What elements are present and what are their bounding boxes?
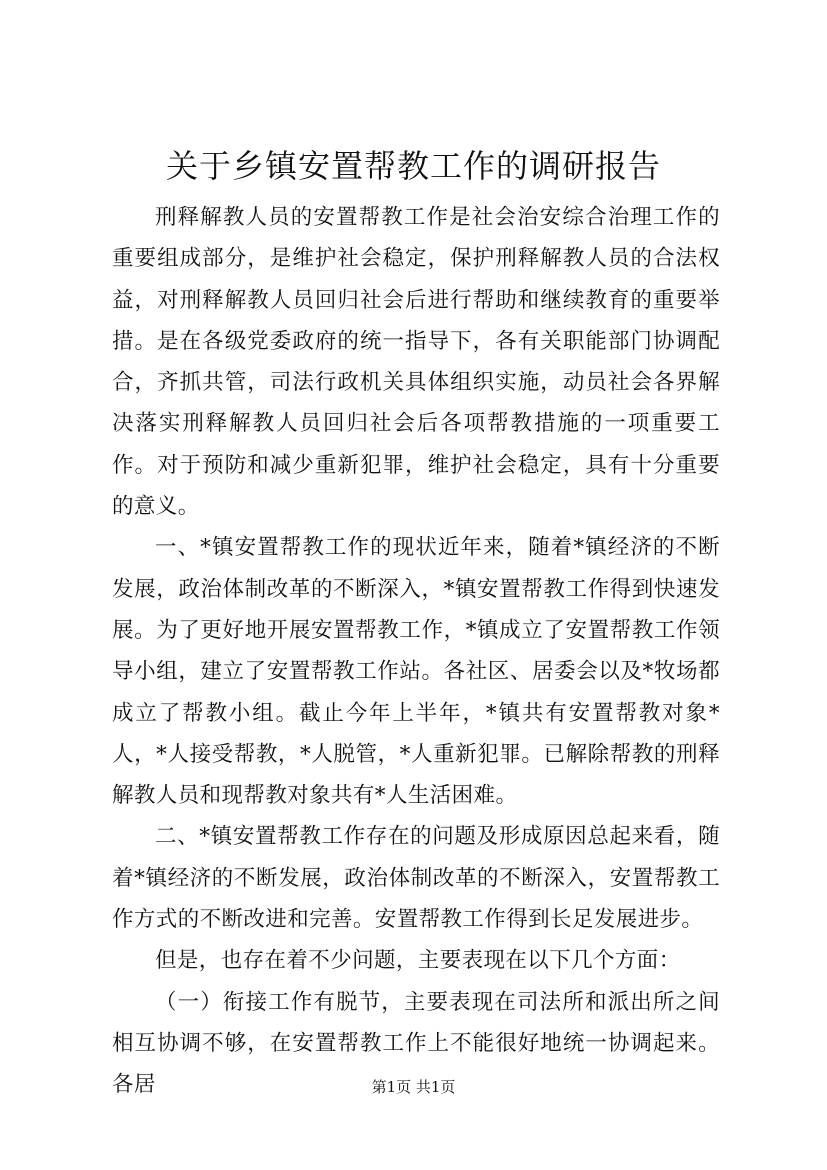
paragraph-problem-one: （一）衔接工作有脱节，主要表现在司法所和派出所之间相互协调不够，在安置帮教工作上不能很好地统一协调起来。各居 [112,989,720,1098]
paragraph-problems-intro: 但是，也存在着不少问题，主要表现在以下几个方面： [155,948,681,974]
page-footer: 第1页 共1页 [371,1078,456,1096]
paragraph-intro: 刑释解教人员的安置帮教工作是社会治安综合治理工作的重要组成部分，是维护社会稳定，保护刑释解教人员的合法权益，对刑释解教人员回归社会后进行帮助和继续教育的重要举措。是在各级党委政府的统一指导下，各有关职能部门协调配合，齐抓共管，司法行政机关具体组织实施，动员社会各界解决落实刑释解教人员回归社会后各项帮教措施的一项重要工作。对于预防和减少重新犯罪，维护社会稳定，具有十分重要的意义。 [112,205,720,520]
document-title: 关于乡镇安置帮教工作的调研报告 [165,147,661,185]
paragraph-section-one: 一、*镇安置帮教工作的现状近年来，随着*镇经济的不断发展，政治体制改革的不断深入，*镇安置帮教工作得到快速发展。为了更好地开展安置帮教工作，*镇成立了安置帮教工作领导小组，建立了安置帮教工作站。各社区、居委会以及*牧场都成立了帮教小组。截止今年上半年，*镇共有安置帮教对象*人，*人接受帮教，*人脱管，*人重新犯罪。已解除帮教的刑释解教人员和现帮教对象共有*人生活困难。 [112,535,720,809]
document-body [112,197,720,1106]
paragraph-section-two: 二、*镇安置帮教工作存在的问题及形成原因总起来看，随着*镇经济的不断发展，政治体制改革的不断深入，安置帮教工作方式的不断改进和完善。安置帮教工作得到长足发展进步。 [112,824,720,933]
